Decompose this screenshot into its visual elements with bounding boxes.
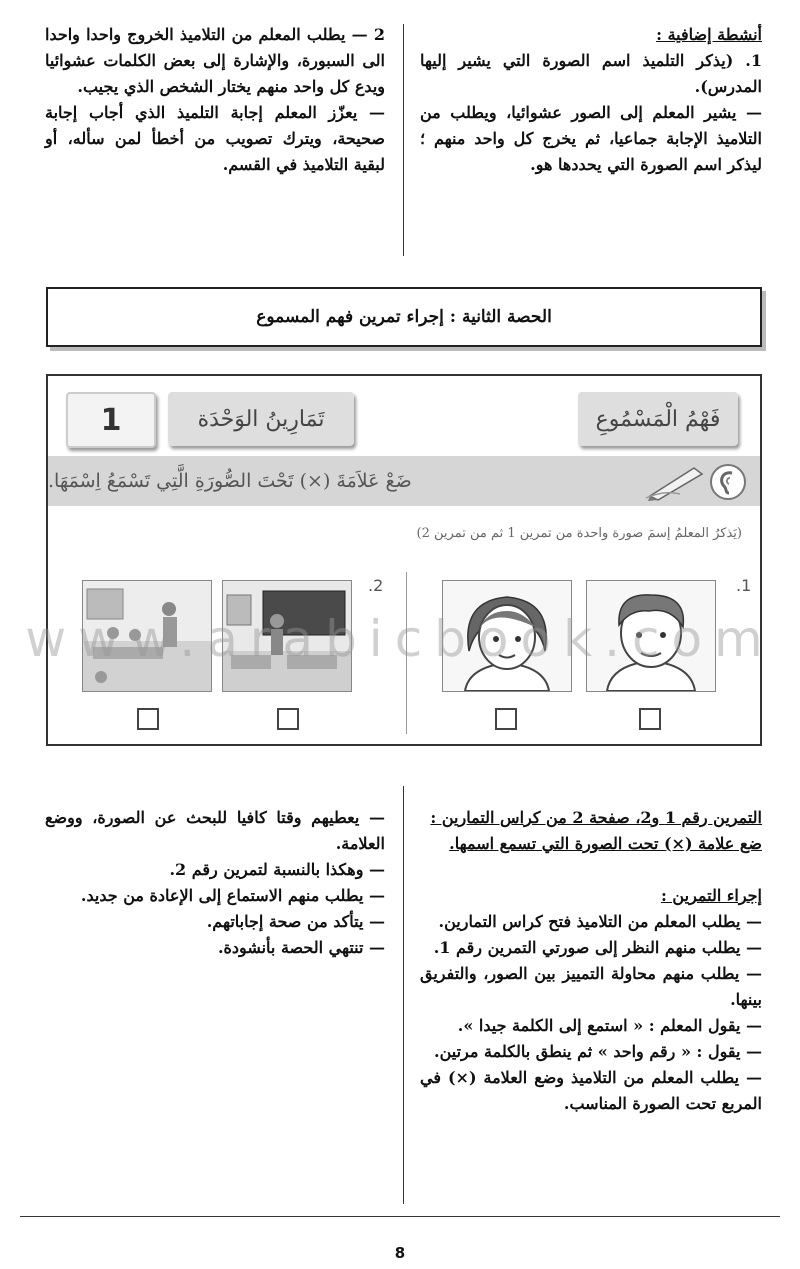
exercise-divider bbox=[406, 572, 407, 734]
procedure-heading: إجراء التمرين : bbox=[660, 886, 762, 905]
exercise-heading-line: ضع علامة (×) تحت الصورة التي تسمع اسمها. bbox=[449, 834, 762, 853]
boy-picture bbox=[586, 580, 716, 692]
unit-number: 1 bbox=[100, 402, 122, 438]
instruction-text: ضَعْ عَلاَمَةَ (×) تَحْتَ الصُّورَةِ الَّتِي تَسْمَعُ اِسْمَهَا. bbox=[48, 470, 412, 492]
pencil-icon bbox=[644, 460, 708, 502]
watermark: www.arabicbook.com bbox=[25, 610, 775, 668]
paragraph: — يطلب المعلم من التلاميذ فتح كراس التمارين. bbox=[438, 912, 762, 931]
checkbox-boy[interactable] bbox=[639, 708, 661, 730]
exercise-heading-line: التمرين رقم 1 و2، صفحة 2 من كراس التمارين : bbox=[430, 808, 762, 827]
teacher-note: (يَذكرُ المعلمُ إسمَ صورة واحدة من تمرين 1 ثم من تمرين 2) bbox=[416, 526, 742, 541]
checkbox-classroom-blackboard[interactable] bbox=[277, 708, 299, 730]
paragraph: — يعطيهم وقتا كافيا للبحث عن الصورة، ووضع العلامة. bbox=[45, 808, 385, 853]
paragraph: — يعزّز المعلم إجابة التلميذ الذي أجاب إجابة صحيحة، ويترك تصويب من أخطأ لمن سأله، أو لبقية التلاميذ في القسم. bbox=[45, 103, 385, 174]
paragraph: — يطلب المعلم من التلاميذ وضع العلامة (×) في المربع تحت الصورة المناسب. bbox=[420, 1068, 762, 1113]
top-right-column bbox=[420, 22, 762, 178]
exercise-1-label: .1 bbox=[736, 576, 752, 595]
paragraph: — يطلب منهم الاستماع إلى الإعادة من جديد. bbox=[80, 886, 385, 905]
bottom-left-column bbox=[45, 805, 385, 961]
classroom-students-picture bbox=[82, 580, 212, 692]
paragraph: — تنتهي الحصة بأنشودة. bbox=[217, 938, 385, 957]
paragraph: — يقول : « رقم واحد » ثم ينطق بالكلمة مرتين. bbox=[434, 1042, 762, 1061]
section-title-box bbox=[46, 287, 762, 347]
unit-number-box bbox=[66, 392, 156, 448]
classroom-blackboard-picture bbox=[222, 580, 352, 692]
section-title: الحصة الثانية : إجراء تمرين فهم المسموع bbox=[256, 307, 552, 327]
paragraph: — يشير المعلم إلى الصور عشوائيا، ويطلب من التلاميذ الإجابة جماعيا، ثم يخرج كل واحد منهم ؛ ليذكر اسم الصورة التي يحددها هو. bbox=[420, 103, 762, 174]
column-divider bbox=[403, 24, 404, 256]
checkbox-girl[interactable] bbox=[495, 708, 517, 730]
paragraph: — يطلب منهم النظر إلى صورتي التمرين رقم 1. bbox=[433, 938, 762, 957]
paragraph: 2 — يطلب المعلم من التلاميذ الخروج واحدا واحدا الى السبورة، والإشارة إلى بعض الكلمات عشوائيا ويدع كل واحد منهم يختار الشخص الذي يجيب. bbox=[45, 25, 385, 96]
top-left-column bbox=[45, 22, 385, 178]
paragraph: — يقول المعلم : « استمع إلى الكلمة جيدا ». bbox=[457, 1016, 762, 1035]
paragraph: 1. (يذكر التلميذ اسم الصورة التي يشير إليها المدرس). bbox=[420, 51, 762, 96]
footer-rule bbox=[20, 1216, 780, 1217]
paragraph: — يتأكد من صحة إجاباتهم. bbox=[206, 912, 385, 931]
tab-listening-label: فَهْمُ الْمَسْمُوعِ bbox=[595, 406, 721, 432]
instruction-bar bbox=[48, 456, 760, 506]
exercise-panel bbox=[46, 374, 762, 746]
ear-icon bbox=[708, 462, 748, 502]
column-divider bbox=[403, 786, 404, 1204]
exercise-2-label: .2 bbox=[368, 576, 384, 595]
girl-picture bbox=[442, 580, 572, 692]
bottom-right-column bbox=[420, 805, 762, 1117]
paragraph: — يطلب منهم محاولة التمييز بين الصور، والتفريق بينها. bbox=[420, 964, 762, 1009]
paragraph: — وهكذا بالنسبة لتمرين رقم 2. bbox=[169, 860, 385, 879]
additional-activities-heading: أنشطة إضافية : bbox=[656, 25, 762, 44]
checkbox-classroom-students[interactable] bbox=[137, 708, 159, 730]
tab-unit-label: تَمَارِينُ الوَحْدَة bbox=[197, 406, 325, 432]
page-number: 8 bbox=[394, 1244, 406, 1262]
tab-unit-exercises bbox=[168, 392, 354, 446]
tab-listening bbox=[578, 392, 738, 446]
